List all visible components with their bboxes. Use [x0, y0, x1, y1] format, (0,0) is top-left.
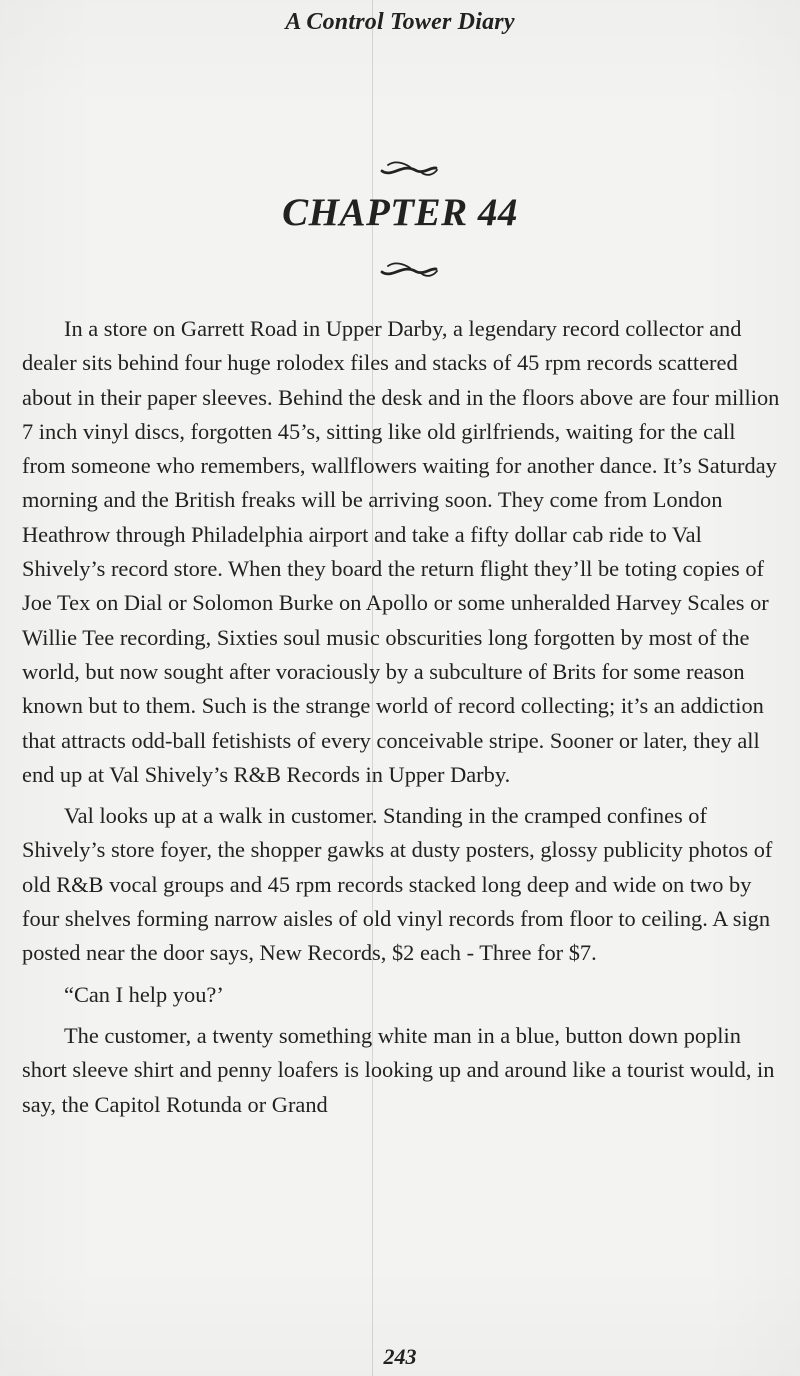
running-head: A Control Tower Diary: [285, 9, 515, 35]
paragraph-4: The customer, a twenty something white man in a blue, button down poplin short sleeve shirt and penny loafers is looking up and around like a tourist would, in say, the Capitol Rotunda or Grand: [22, 1022, 775, 1117]
scroll-ornament-icon: [380, 160, 440, 178]
paragraph-3: “Can I help you?’: [64, 981, 224, 1007]
chapter-body: [22, 312, 782, 1122]
paragraph-1: In a store on Garrett Road in Upper Darby, a legendary record collector and dealer sits behind four huge rolodex files and stacks of 45 rpm records scattered about in their paper sleeves. Behind the desk and in the floors above are four million 7 inch vinyl discs, forgotten 45’s, sitting like old girlfriends, waiting for the call from someone who remembers, wallflowers waiting for another dance. It’s Saturday morning and the British freaks will be arriving soon. They come from London Heathrow through Philadelphia airport and take a fifty dollar cab ride to Val Shively’s record store. When they board the return flight they’ll be toting copies of Joe Tex on Dial or Solomon Burke on Apollo or some unheralded Harvey Scales or Willie Tee recording, Sixties soul music obscurities long forgotten by most of the world, but now sought after voraciously by a subculture of Brits for some reason known but to them. Such is the strange world of record collecting; it’s an addiction that attracts odd-ball fetishists of every conceivable stripe. Sooner or later, they all end up at Val Shively’s R&B Records in Upper Darby.: [22, 316, 780, 787]
paragraph-2: Val looks up at a walk in customer. Standing in the cramped confines of Shively’s store foyer, the shopper gawks at dusty posters, glossy publicity photos of old R&B vocal groups and 45 rpm records stacked long deep and wide on two by four shelves forming narrow aisles of old vinyl records from floor to ceiling. A sign posted near the door says, New Records, $2 each - Three for $7.: [22, 803, 773, 966]
scroll-ornament-icon: [380, 261, 440, 279]
chapter-title: CHAPTER 44: [282, 191, 518, 234]
page-number: 243: [383, 1344, 417, 1369]
